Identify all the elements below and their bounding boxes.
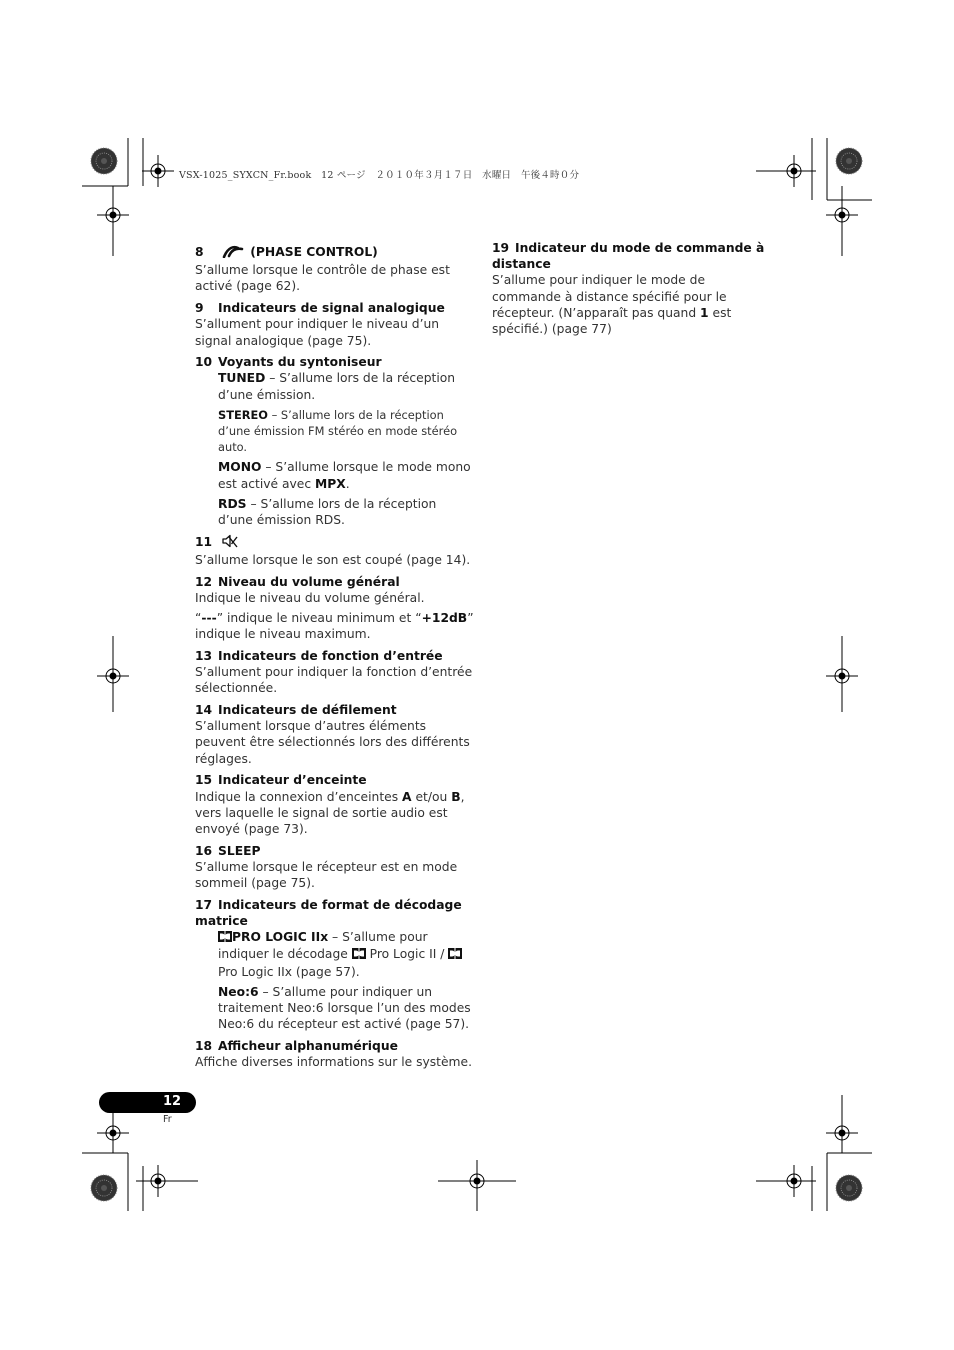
page-language: Fr bbox=[163, 1114, 172, 1125]
item-number: 9 bbox=[195, 301, 204, 316]
desc-text: est spécifié.) (page 77) bbox=[492, 305, 732, 337]
sub-term: TUNED bbox=[218, 371, 266, 386]
desc-text: et/ou bbox=[411, 789, 452, 804]
sub-neo6 bbox=[218, 984, 475, 1033]
sub-text: Pro Logic IIx (page 57). bbox=[218, 964, 360, 979]
item-9 bbox=[195, 300, 475, 349]
desc-text: , vers laquelle le signal de sortie audio est envoyé (page 73). bbox=[195, 789, 465, 836]
item-17 bbox=[195, 897, 475, 1033]
item-19 bbox=[492, 240, 772, 337]
item-heading bbox=[195, 897, 475, 929]
item-heading bbox=[195, 300, 475, 316]
sub-stereo bbox=[218, 407, 475, 456]
dolby-icon bbox=[352, 947, 366, 963]
sub-term: PRO LOGIC IIx bbox=[232, 930, 329, 945]
item-description bbox=[492, 272, 772, 337]
desc-bold: A bbox=[402, 789, 412, 804]
item-10 bbox=[195, 354, 475, 528]
sub-bold: MPX bbox=[315, 476, 346, 491]
item-description: Indique le niveau du volume général. bbox=[195, 590, 425, 605]
item-heading bbox=[195, 843, 475, 859]
item-label: (PHASE CONTROL) bbox=[250, 245, 378, 259]
sub-text: – S’allume lors de la réception d’une émission FM stéréo en mode stéréo auto. bbox=[218, 407, 458, 455]
item-heading bbox=[195, 244, 475, 262]
item-label: Voyants du syntoniseur bbox=[218, 355, 382, 370]
desc-text: “ bbox=[195, 611, 202, 626]
item-number: 18 bbox=[195, 1038, 213, 1053]
sub-rds bbox=[218, 496, 475, 528]
item-description: Affiche diverses informations sur le système. bbox=[195, 1055, 473, 1070]
item-label: Indicateurs de format de décodage matrice bbox=[195, 897, 462, 929]
item-18 bbox=[195, 1038, 475, 1070]
item-number: 13 bbox=[195, 648, 213, 663]
desc-bold: --- bbox=[201, 611, 217, 626]
item-15 bbox=[195, 772, 475, 837]
item-description: S’allument lorsque d’autres éléments peuvent être sélectionnés lors des différents réglages. bbox=[195, 719, 470, 766]
sub-mono bbox=[218, 459, 475, 491]
sub-text: – S’allume pour indiquer le décodage bbox=[218, 930, 428, 962]
item-description bbox=[195, 789, 475, 838]
sub-tuned bbox=[218, 370, 475, 402]
item-label: Indicateur du mode de commande à distance bbox=[492, 241, 765, 272]
item-label: Afficheur alphanumérique bbox=[218, 1038, 398, 1053]
item-heading bbox=[195, 534, 475, 552]
dolby-icon bbox=[448, 947, 462, 963]
item-description: S’allume lorsque le récepteur est en mode sommeil (page 75). bbox=[195, 859, 458, 891]
item-heading bbox=[492, 240, 772, 272]
item-number: 12 bbox=[195, 574, 213, 589]
item-number: 8 bbox=[195, 245, 204, 259]
item-heading bbox=[195, 1038, 475, 1054]
sub-text: Pro Logic II / bbox=[365, 947, 449, 962]
item-number: 17 bbox=[195, 897, 213, 912]
item-description-2 bbox=[195, 610, 475, 642]
item-description: S’allument pour indiquer la fonction d’entrée sélectionnée. bbox=[195, 665, 473, 696]
sub-term: STEREO bbox=[218, 407, 268, 422]
item-label: Indicateurs de défilement bbox=[218, 703, 397, 718]
item-number: 14 bbox=[195, 703, 213, 718]
item-description: S’allument pour indiquer le niveau d’un signal analogique (page 75). bbox=[195, 317, 440, 348]
item-heading bbox=[195, 354, 475, 370]
sub-text: – S’allume lors de la réception d’une émission. bbox=[218, 371, 456, 402]
item-label: Indicateurs de fonction d’entrée bbox=[218, 648, 443, 663]
item-label: Indicateur d’enceinte bbox=[218, 773, 367, 788]
desc-text: ” indique le niveau maximum. bbox=[195, 611, 474, 642]
item-11 bbox=[195, 534, 475, 568]
sub-term: Neo:6 bbox=[218, 984, 259, 999]
item-number: 16 bbox=[195, 843, 213, 858]
right-column bbox=[492, 240, 772, 343]
phase-control-icon bbox=[222, 245, 244, 262]
dolby-icon bbox=[218, 930, 232, 946]
item-heading bbox=[195, 648, 475, 664]
item-16 bbox=[195, 843, 475, 892]
item-number: 11 bbox=[195, 534, 213, 549]
sub-text: . bbox=[345, 476, 350, 491]
left-column bbox=[195, 244, 475, 1076]
item-label: Niveau du volume général bbox=[218, 574, 400, 589]
page-number: 12 bbox=[162, 1094, 182, 1109]
desc-bold: 1 bbox=[700, 305, 709, 320]
desc-bold: +12dB bbox=[421, 611, 468, 626]
sub-pro-logic bbox=[218, 929, 475, 980]
sub-text: – S’allume lorsque le mode mono est activé avec bbox=[218, 460, 471, 491]
desc-text: Indique la connexion d’enceintes bbox=[195, 789, 403, 804]
item-label: Indicateurs de signal analogique bbox=[218, 301, 445, 316]
item-description: S’allume lorsque le son est coupé (page 14). bbox=[195, 552, 471, 567]
sub-text: – S’allume lors de la réception d’une émission RDS. bbox=[218, 496, 437, 528]
sub-text: – S’allume pour indiquer un traitement Neo:6 lorsque l’un des modes Neo:6 du récepteur est activé (page 57). bbox=[218, 984, 471, 1032]
item-13 bbox=[195, 648, 475, 697]
item-14 bbox=[195, 702, 475, 767]
desc-text: S’allume pour indiquer le mode de commande à distance spécifié pour le récepteur. (N’apparaît pas quand bbox=[492, 273, 727, 320]
sub-term: MONO bbox=[218, 460, 262, 475]
item-number: 10 bbox=[195, 355, 213, 370]
item-heading bbox=[195, 574, 475, 590]
file-info-header: VSX-1025_SYXCN_Fr.book 12 ページ ２０１０年３月１７日 水曜日 午後４時０分 bbox=[179, 170, 580, 181]
item-8 bbox=[195, 244, 475, 295]
item-label: SLEEP bbox=[218, 843, 261, 858]
desc-text: ” indique le niveau minimum et “ bbox=[216, 611, 422, 626]
sub-term: RDS bbox=[218, 496, 247, 511]
item-number: 19 bbox=[492, 241, 510, 255]
item-description: S’allume lorsque le contrôle de phase est activé (page 62). bbox=[195, 263, 450, 294]
item-number: 15 bbox=[195, 773, 213, 788]
item-12 bbox=[195, 574, 475, 643]
desc-bold: B bbox=[451, 789, 461, 804]
item-heading bbox=[195, 702, 475, 718]
item-heading bbox=[195, 772, 475, 788]
mute-icon bbox=[222, 534, 238, 552]
